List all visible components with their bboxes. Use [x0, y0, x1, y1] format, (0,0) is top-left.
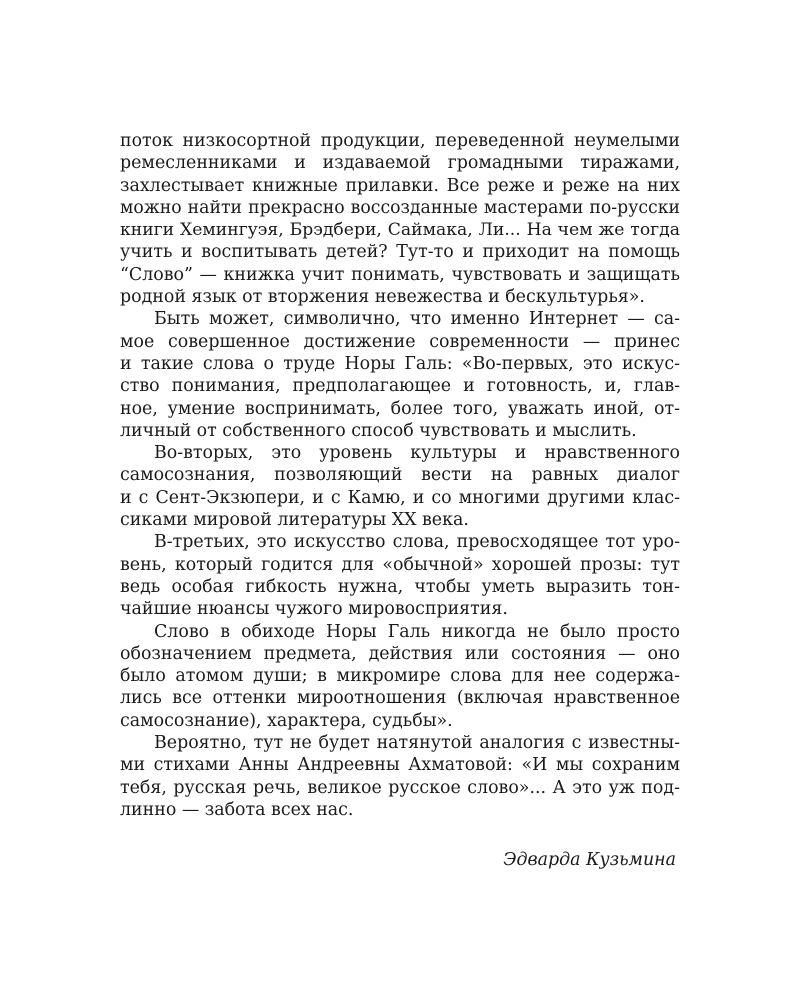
text-line: ство понимания, предполагающее и готовность, и, глав-: [120, 376, 680, 397]
text-line: Вероятно, тут не будет натянутой аналогия с известны-: [154, 733, 680, 754]
text-line: “Слово” — книжка учит понимать, чувствовать и защищать: [120, 264, 680, 285]
text-line: ми стихами Анны Андреевны Ахматовой: «И мы сохраним: [120, 755, 680, 776]
paragraph-4: [120, 531, 680, 620]
paragraph-2: [120, 308, 680, 442]
text-line: и с Сент-Экзюпери, и с Камю, и со многими другими клас-: [120, 487, 680, 508]
text-line: самосознания, позволяющий вести на равных диалог: [120, 465, 680, 486]
text-line: личный от собственного способ чувствовать и мыслить.: [120, 420, 637, 441]
paragraph-5: [120, 621, 680, 732]
text-line: мое совершенное достижение современности — принес: [120, 331, 680, 352]
text-line: можно найти прекрасно воссозданные мастерами по-русски: [120, 197, 680, 218]
text-line: линно — забота всех нас.: [120, 799, 354, 820]
text-line: В-третьих, это искусство слова, превосходящее тот уро-: [154, 532, 680, 553]
text-line: было атомом души; в микромире слова для нее содержа-: [120, 666, 680, 687]
paragraph-6: [120, 732, 680, 821]
text-line: родной язык от вторжения невежества и бескультурья».: [120, 287, 645, 308]
text-line: чайшие нюансы чужого мировосприятия.: [120, 599, 508, 620]
text-line: Слово в обиходе Норы Галь никогда не было просто: [154, 621, 680, 642]
author-signature: Эдварда Кузьмина: [503, 850, 676, 870]
text-line: Во-вторых, это уровень культуры и нравственного: [154, 443, 680, 464]
text-line: ведь особая гибкость нужна, чтобы уметь выразить тон-: [120, 576, 680, 597]
text-line: захлестывает книжные прилавки. Все реже и реже на них: [120, 175, 680, 196]
text-line: и такие слова о труде Норы Галь: «Во-первых, это искус-: [120, 353, 680, 374]
text-line: лись все оттенки мироотношения (включая нравственное: [120, 688, 680, 709]
text-line: ремесленниками и издаваемой громадными тиражами,: [120, 153, 680, 174]
text-line: тебя, русская речь, великое русское слово»... А это уж под-: [120, 777, 680, 798]
text-line: самосознание), характера, судьбы».: [120, 710, 453, 731]
text-line: поток низкосортной продукции, переведенной неумелыми: [120, 131, 680, 151]
text-line: сиками мировой литературы XX века.: [120, 510, 469, 531]
text-line: учить и воспитывать детей? Тут-то и приходит на помощь: [120, 242, 680, 263]
body-text: [120, 130, 680, 821]
text-line: вень, который годится для «обычной» хорошей прозы: тут: [120, 554, 680, 575]
text-line: обозначением предмета, действия или состояния — оно: [120, 643, 680, 664]
text-line: ное, умение воспринимать, более того, уважать иной, от-: [120, 398, 680, 419]
paragraph-3: [120, 442, 680, 531]
text-line: Быть может, символично, что именно Интернет — са-: [154, 309, 680, 330]
paragraph-1: [120, 130, 680, 308]
text-line: книги Хемингуэя, Брэдбери, Саймака, Ли... На чем же тогда: [120, 220, 680, 241]
